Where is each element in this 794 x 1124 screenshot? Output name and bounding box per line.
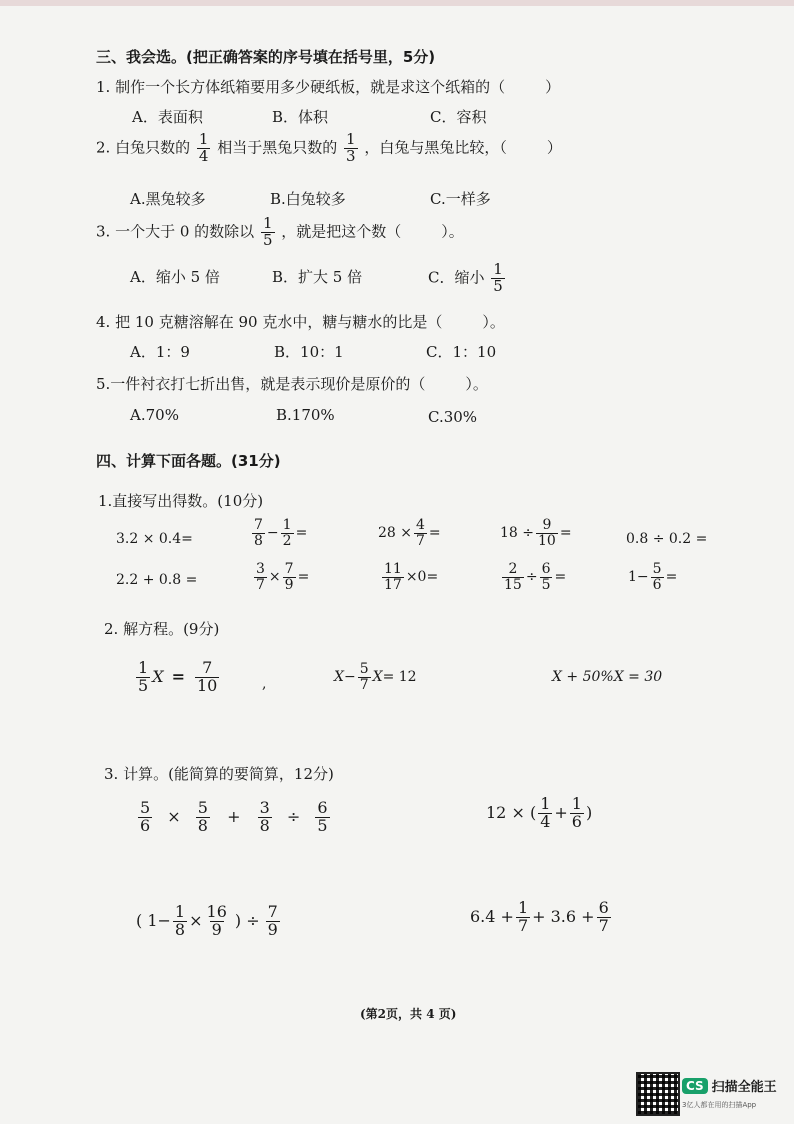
- q2-option-c: C.一样多: [430, 190, 491, 208]
- calc-r2c1: 2.2 + 0.8 =: [116, 572, 198, 588]
- fraction: $\frac{1}{5}$: [493, 260, 503, 295]
- calc-r2c5: 1− $\frac{5}{6}$ =: [628, 561, 678, 593]
- q3-option-a: A．缩小 5 倍: [130, 268, 220, 286]
- compute-2: 12 × ( $\frac{1}{4}$ + $\frac{1}{6}$ ): [486, 794, 593, 831]
- cs-logo-icon: CS: [682, 1078, 708, 1094]
- question-1-text: 1. 制作一个长方体纸箱要用多少硬纸板，就是求这个纸箱的（: [96, 78, 506, 96]
- equation-2: X− $\frac{5}{7}$ X= 12: [334, 661, 417, 693]
- compute-3: ( 1− $\frac{1}{8}$ × $\frac{16}{9}$ ) ÷ $\frac{7}{9}$: [136, 902, 278, 939]
- calc-r2c3: $\frac{11}{17}$ ×0=: [384, 561, 439, 593]
- question-3: 3. 一个大于 0 的数除以 $\frac{1}{5}$ ，就是把这个数（ ）。: [96, 214, 464, 249]
- calc-r1c5: 0.8 ÷ 0.2 =: [626, 531, 708, 547]
- calc-r1c2: $\frac{7}{8}$ − $\frac{1}{2}$ =: [254, 517, 308, 549]
- calc-r2c2: $\frac{3}{7}$ × $\frac{7}{9}$ =: [256, 561, 310, 593]
- q5-option-a: A.70%: [130, 406, 179, 424]
- scanner-logo: [682, 1076, 777, 1095]
- part2-title: 2. 解方程。(9分): [104, 620, 220, 638]
- part1-title: 1.直接写出得数。(10分): [98, 492, 264, 510]
- q4-option-c: C．1：10: [426, 343, 497, 361]
- question-2: 2. 白兔只数的 $\frac{1}{4}$ 相当于黑兔只数的 $\frac{1}{3}$ ，白兔与黑兔比较，（ ）: [96, 130, 562, 165]
- q3-option-c: C．缩小 $\frac{1}{5}$: [428, 260, 503, 295]
- q5-option-c: C.30%: [428, 408, 478, 426]
- calc-r1c4: 18 ÷ $\frac{9}{10}$ =: [500, 517, 572, 549]
- part3-title: 3. 计算。(能简算的要简算，12分): [104, 765, 334, 783]
- question-4: 4. 把 10 克糖溶解在 90 克水中，糖与糖水的比是（ ）。: [96, 313, 505, 331]
- equation-3: X + 50%X = 30: [552, 669, 663, 685]
- fraction: $\frac{1}{4}$: [198, 130, 209, 165]
- q3-option-b: B．扩大 5 倍: [272, 268, 363, 286]
- section3-title: 三、我会选。(把正确答案的序号填在括号里，5分): [96, 48, 436, 66]
- question-1: 1. 制作一个长方体纸箱要用多少硬纸板，就是求这个纸箱的（ ）: [96, 78, 561, 96]
- q4-option-a: A．1：9: [130, 343, 190, 361]
- calc-r2c4: $\frac{2}{15}$ ÷ $\frac{6}{5}$ =: [504, 561, 567, 593]
- equation-separator: ,: [262, 676, 267, 692]
- q2-option-b: B.白兔较多: [270, 190, 346, 208]
- qr-code-icon: [636, 1072, 680, 1116]
- q5-option-b: B.170%: [276, 406, 335, 424]
- fraction: $\frac{1}{3}$: [346, 130, 356, 165]
- equation-1: $\frac{1}{5}$ X = $\frac{7}{10}$: [138, 658, 218, 695]
- question-5: 5.一件衬衣打七折出售，就是表示现价是原价的（ ）。: [96, 375, 488, 393]
- q1-option-b: B．体积: [272, 108, 329, 126]
- calc-r1c3: 28 × $\frac{4}{7}$ =: [378, 517, 441, 549]
- page-number: (第2页，共 4 页): [360, 1007, 457, 1021]
- compute-4: 6.4 + $\frac{1}{7}$ + 3.6 + $\frac{6}{7}$: [470, 898, 609, 935]
- q1-option-c: C．容积: [430, 108, 487, 126]
- fraction: $\frac{1}{5}$: [262, 214, 273, 249]
- scan-edge: [0, 0, 794, 6]
- q4-option-b: B．10：1: [274, 343, 344, 361]
- calc-r1c1: 3.2 × 0.4=: [116, 531, 193, 547]
- q2-option-a: A.黑兔较多: [130, 190, 206, 208]
- compute-1: $\frac{5}{6}$ × $\frac{5}{8}$ + $\frac{3}{8}$ ÷ $\frac{6}{5}$: [140, 798, 328, 835]
- q1-option-a: A．表面积: [132, 108, 203, 126]
- scanner-tagline: 3亿人都在用的扫描App: [682, 1101, 757, 1109]
- section4-title: 四、计算下面各题。(31分): [96, 452, 281, 470]
- scanner-app-name: 扫描全能王: [711, 1080, 777, 1095]
